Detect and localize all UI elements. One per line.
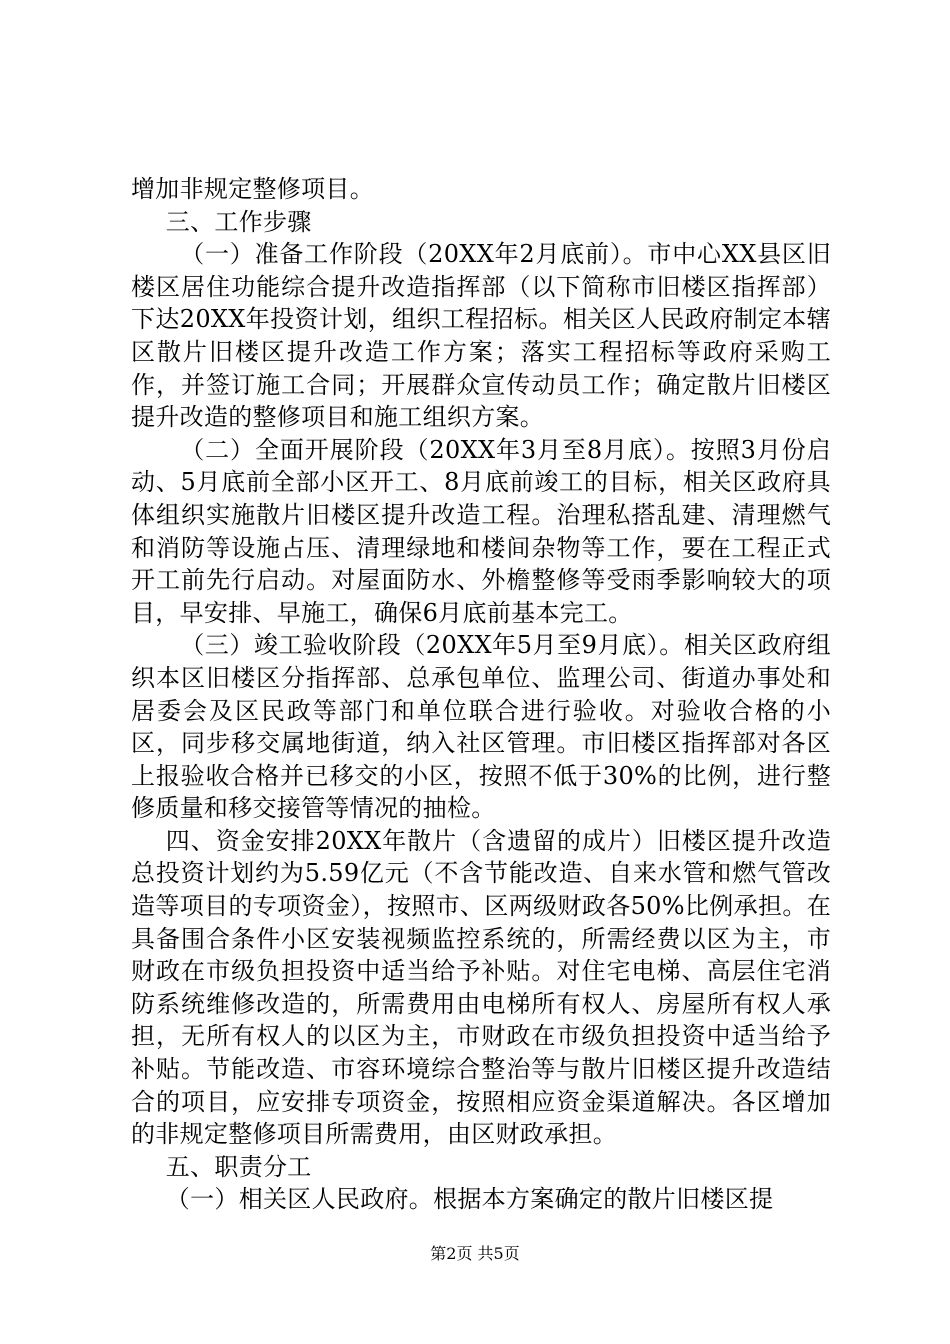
paragraph-continuation: 增加非规定整修项目。 — [131, 175, 374, 203]
page-number-footer: 第2页 共5页 — [430, 1244, 520, 1263]
paragraph-funding-arrangement: 四、资金安排20XX年散片（含遗留的成片）旧楼区提升改造总投资计划约为5.59亿元（不含节能改造、自来水管和燃气管改造等项目的专项资金），按照市、区两级财政各50%比例承担。在具备围合条件小区安装视频监控系统的，所需经费以区为主，市财政在市级负担投资中适当给予补贴。对住宅电梯、高层住宅消防系统维修改造的，所需费用由电梯所有权人、房屋所有权人承担，无所有权人的以区为主，市财政在市级负担投资中适当给予补贴。节能改造、市容环境综合整治等与散片旧楼区提升改造结合的项目，应安排专项资金，按照相应资金渠道解决。各区增加的非规定整修项目所需费用，由区财政承担。 — [131, 826, 831, 1149]
paragraph-acceptance-stage: （三）竣工验收阶段（20XX年5月至9月底）。相关区政府组织本区旧楼区分指挥部、总承包单位、监理公司、街道办事处和居委会及区民政等部门和单位联合进行验收。对验收合格的小区，同步移交属地街道，纳入社区管理。市旧楼区指挥部对各区上报验收合格并已移交的小区，按照不低于30%的比例，进行整修质量和移交接管等情况的抽检。 — [131, 631, 831, 823]
paragraph-preparation-stage: （一）准备工作阶段（20XX年2月底前）。市中心XX县区旧楼区居住功能综合提升改造指挥部（以下简称市旧楼区指挥部）下达20XX年投资计划，组织工程招标。相关区人民政府制定本辖区散片旧楼区提升改造工作方案；落实工程招标等政府采购工作，并签订施工合同；开展群众宣传动员工作；确定散片旧楼区提升改造的整修项目和施工组织方案。 — [131, 240, 831, 432]
document-body — [131, 173, 831, 1216]
paragraph-full-implementation-stage: （二）全面开展阶段（20XX年3月至8月底）。按照3月份启动、5月底前全部小区开工、8月底前竣工的目标，相关区政府具体组织实施散片旧楼区提升改造工程。治理私搭乱建、清理燃气和消防等设施占压、清理绿地和楼间杂物等工作，要在工程正式开工前先行启动。对屋面防水、外檐整修等受雨季影响较大的项目，早安排、早施工，确保6月底前基本完工。 — [131, 435, 831, 627]
paragraph-district-government: （一）相关区人民政府。根据本方案确定的散片旧楼区提 — [165, 1185, 774, 1214]
section-heading-work-steps: 三、工作步骤 — [165, 207, 312, 236]
section-heading-responsibilities: 五、职责分工 — [165, 1152, 312, 1181]
